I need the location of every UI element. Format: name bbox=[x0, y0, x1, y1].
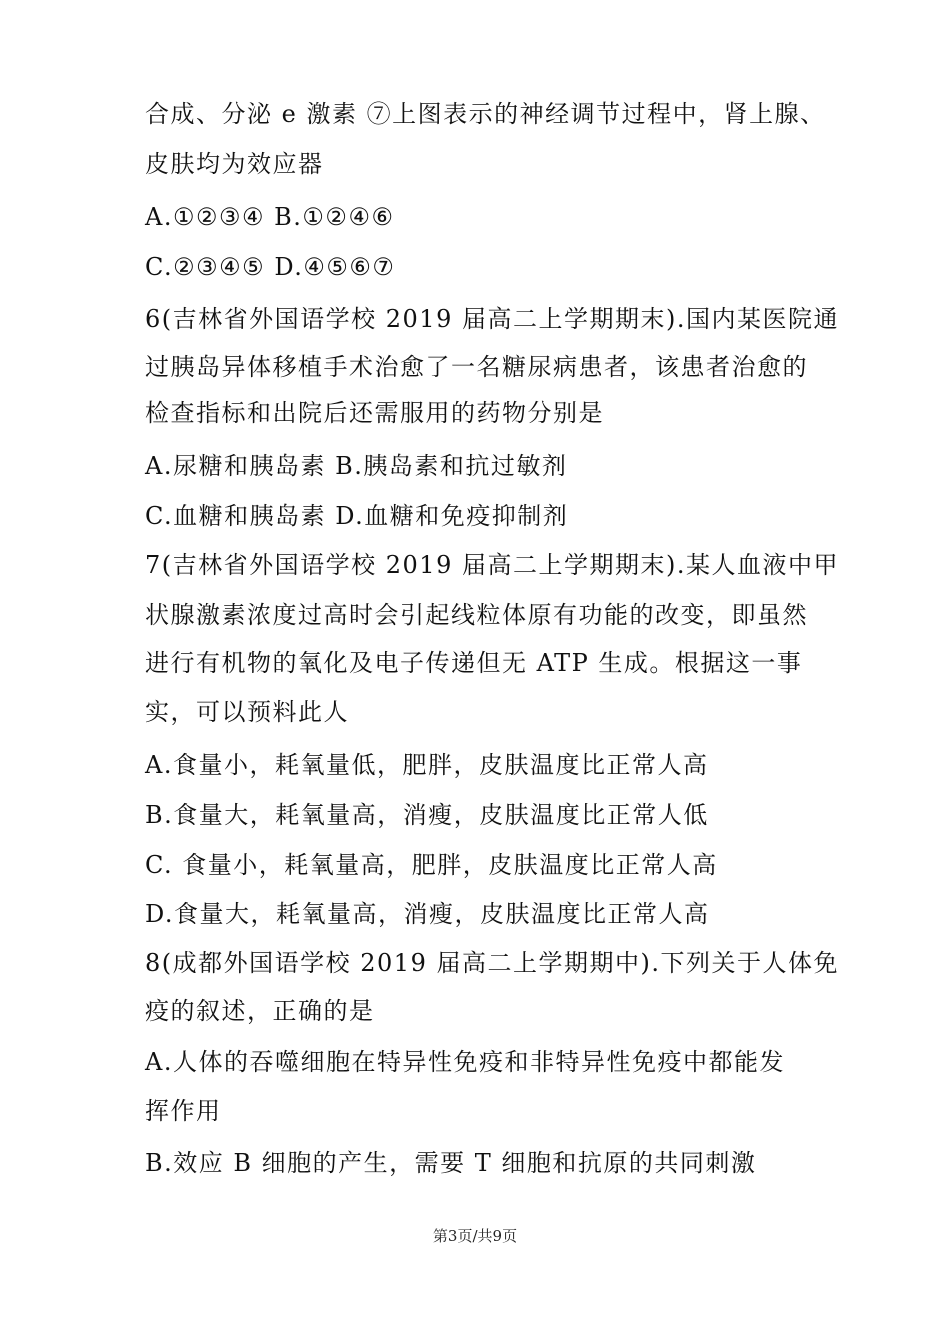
text-line: 过胰岛异体移植手术治愈了一名糖尿病患者，该患者治愈的 bbox=[145, 353, 808, 381]
question-7-line: 7(吉林省外国语学校 2019 届高二上学期期末).某人血液中甲 bbox=[145, 551, 839, 579]
text-line: 进行有机物的氧化及电子传递但无 ATP 生成。根据这一事 bbox=[145, 649, 803, 677]
option-line: B.效应 B 细胞的产生，需要 T 细胞和抗原的共同刺激 bbox=[145, 1149, 757, 1177]
option-line: B.食量大，耗氧量高，消瘦，皮肤温度比正常人低 bbox=[145, 801, 709, 829]
option-line: C.血糖和胰岛素 D.血糖和免疫抑制剂 bbox=[145, 502, 569, 530]
option-line: C.②③④⑤ D.④⑤⑥⑦ bbox=[145, 253, 396, 281]
page-number: 第3页/共9页 bbox=[432, 1227, 518, 1245]
question-6-line: 6(吉林省外国语学校 2019 届高二上学期期末).国内某医院通 bbox=[145, 305, 839, 333]
question-8-line: 8(成都外国语学校 2019 届高二上学期期中).下列关于人体免 bbox=[145, 949, 839, 977]
text-line: 检查指标和出院后还需服用的药物分别是 bbox=[145, 399, 604, 427]
option-line: A.食量小，耗氧量低，肥胖，皮肤温度比正常人高 bbox=[145, 751, 709, 779]
text-line: 疫的叙述，正确的是 bbox=[145, 997, 375, 1025]
text-line: 合成、分泌 e 激素 ⑦上图表示的神经调节过程中，肾上腺、 bbox=[145, 100, 826, 128]
option-line: A.①②③④ B.①②④⑥ bbox=[145, 203, 395, 231]
option-line: A.尿糖和胰岛素 B.胰岛素和抗过敏剂 bbox=[145, 452, 568, 480]
text-line: 皮肤均为效应器 bbox=[145, 150, 324, 178]
text-line: 实，可以预料此人 bbox=[145, 698, 349, 726]
option-line: C. 食量小，耗氧量高，肥胖，皮肤温度比正常人高 bbox=[145, 851, 718, 879]
text-line: 挥作用 bbox=[145, 1097, 222, 1125]
option-line: D.食量大，耗氧量高，消瘦，皮肤温度比正常人高 bbox=[145, 900, 710, 928]
text-line: 状腺激素浓度过高时会引起线粒体原有功能的改变，即虽然 bbox=[145, 601, 808, 629]
option-line: A.人体的吞噬细胞在特异性免疫和非特异性免疫中都能发 bbox=[145, 1048, 785, 1076]
